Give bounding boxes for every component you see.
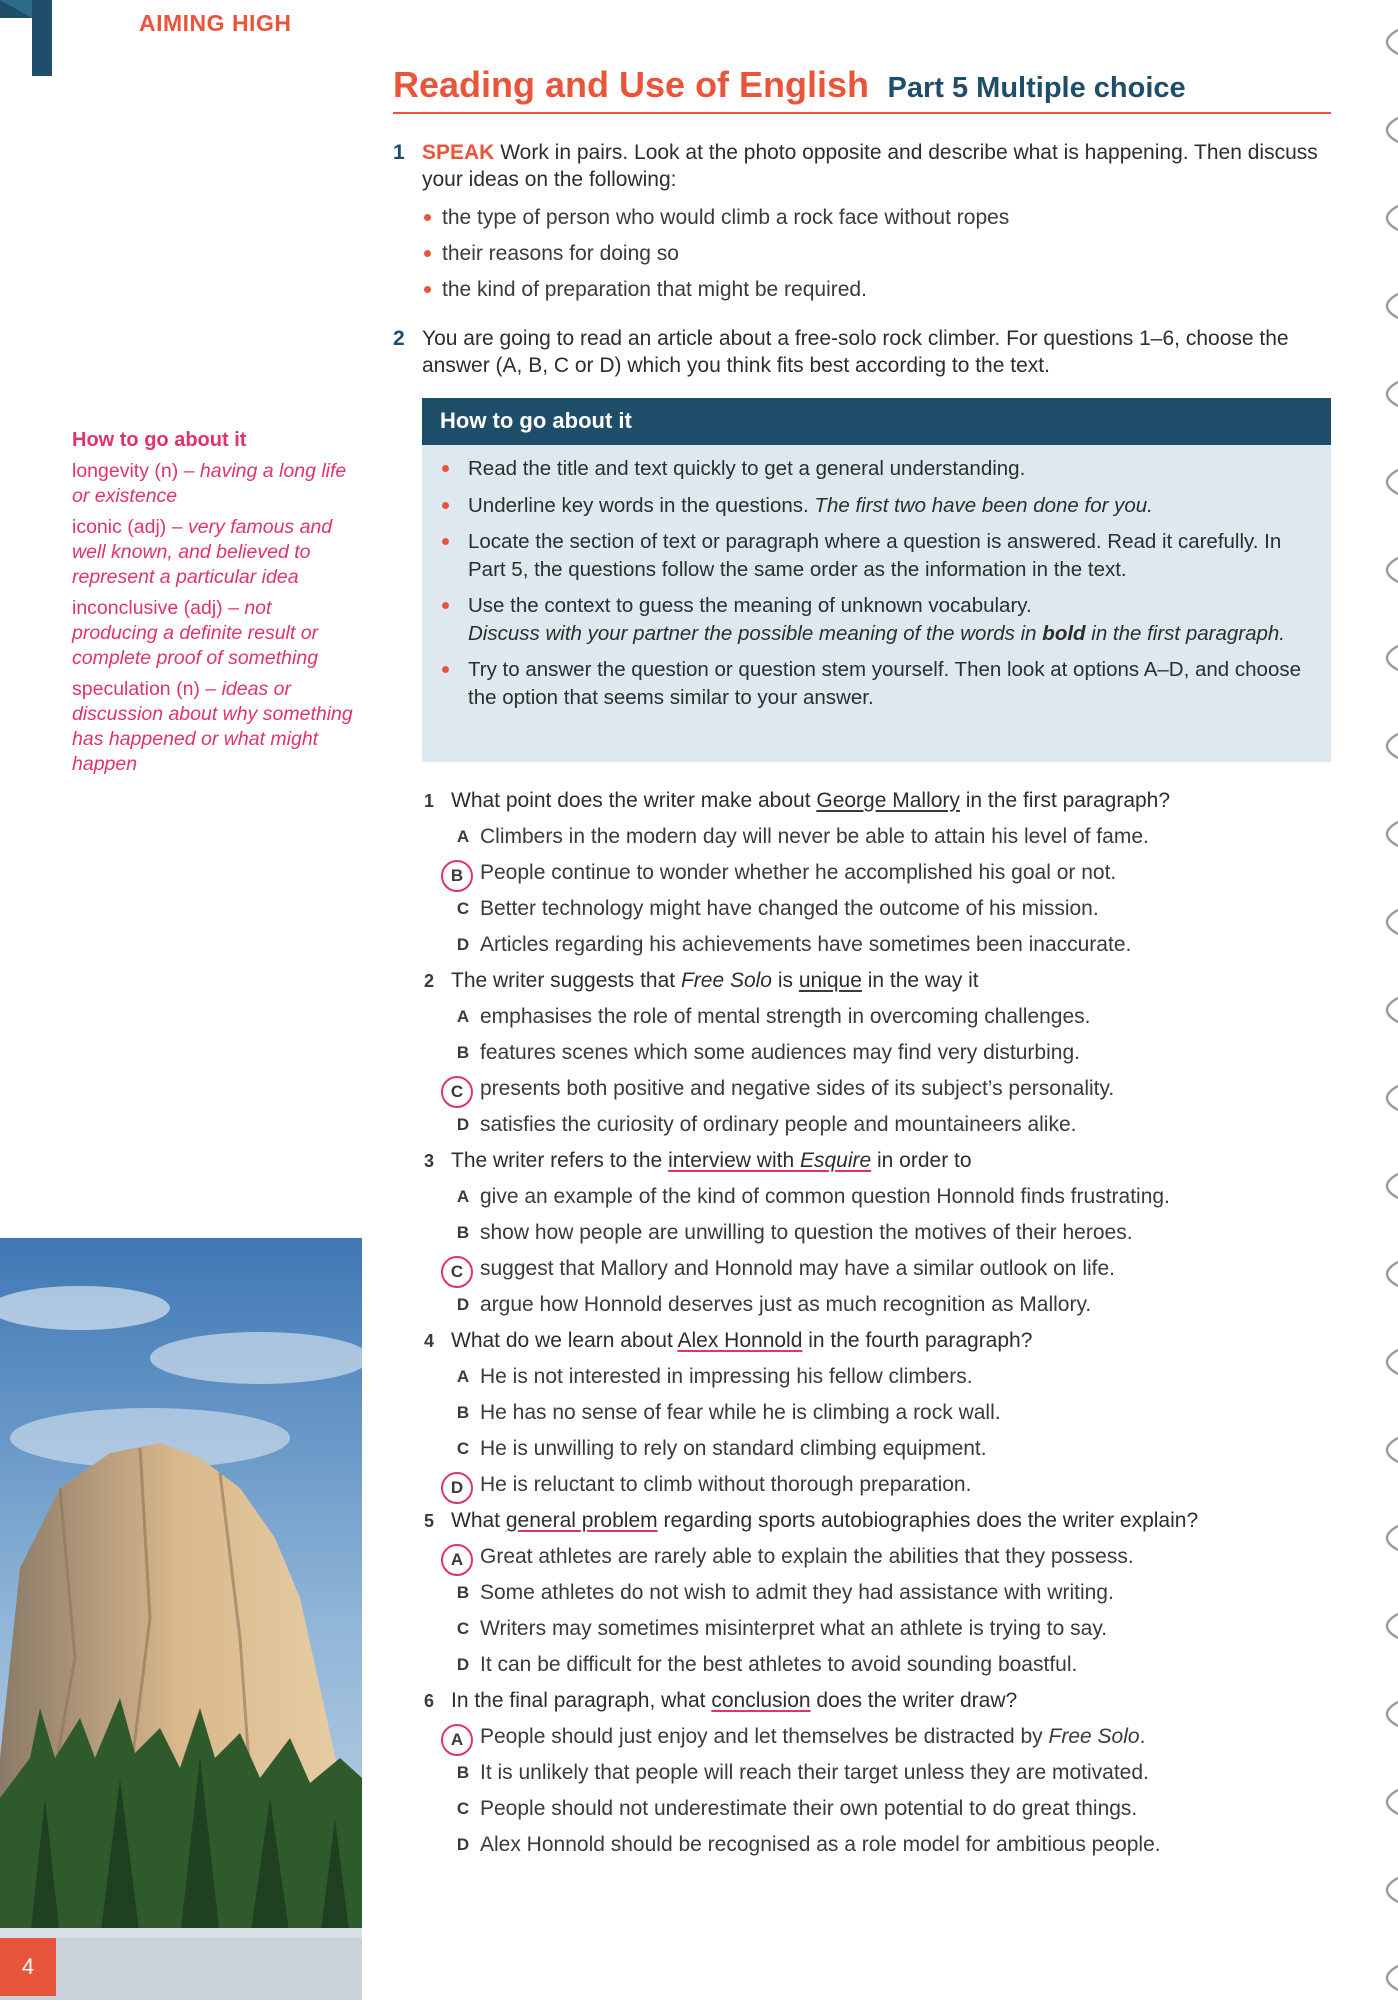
option-text: give an example of the kind of common question Honnold finds frustrating. [480, 1185, 1170, 1208]
answer-option-selected[interactable] [420, 1074, 1340, 1110]
option-text: Great athletes are rarely able to explain the abilities that they possess. [480, 1545, 1134, 1568]
option-letter: B [456, 1043, 470, 1062]
answer-option[interactable] [420, 822, 1340, 858]
glossary-sidebar [72, 428, 362, 783]
option-letter-circled: C [441, 1256, 473, 1288]
option-letter: C [456, 1439, 470, 1458]
answer-option[interactable] [420, 1398, 1340, 1434]
page-title-main: Reading and Use of English [393, 64, 870, 105]
answer-option[interactable] [420, 1794, 1340, 1830]
option-text: It is unlikely that people will reach their target unless they are motivated. [480, 1761, 1149, 1784]
page-title [393, 64, 1331, 114]
tip-item: Locate the section of text or paragraph where a question is answered. Read it carefully. In Part 5, the questions follow the same order as the information in the text. [440, 528, 1313, 583]
tip-text: Underline key words in the questions. [468, 493, 809, 517]
option-letter-circled: A [441, 1724, 473, 1756]
exercise-1 [393, 139, 1333, 312]
option-letter: B [456, 1583, 470, 1602]
stem-text: in the first paragraph? [959, 789, 1171, 812]
question-stem [420, 1326, 1340, 1362]
discussion-bullets [422, 204, 1333, 303]
option-text: Climbers in the modern day will never be able to attain his level of fame. [480, 825, 1149, 848]
tip-item: Try to answer the question or question stem yourself. Then look at options A–D, and choose the option that seems similar to your answer. [440, 656, 1313, 711]
option-text: presents both positive and negative sides of its subject’s personality. [480, 1077, 1115, 1100]
glossary-entry [72, 459, 362, 509]
answer-option-selected[interactable] [420, 1722, 1340, 1758]
stem-text: What do we learn about [451, 1329, 678, 1352]
answer-option-selected[interactable] [420, 1254, 1340, 1290]
option-letter: A [456, 1187, 470, 1206]
option-text: He has no sense of fear while he is climbing a rock wall. [480, 1401, 1001, 1424]
stem-text: in the fourth paragraph? [802, 1329, 1033, 1352]
answer-option[interactable] [420, 1182, 1340, 1218]
option-letter: D [456, 1115, 470, 1134]
questions-list [420, 786, 1340, 1866]
question-stem [420, 1506, 1340, 1542]
option-letter-circled: A [441, 1544, 473, 1576]
option-text: argue how Honnold deserves just as much recognition as Mallory. [480, 1293, 1092, 1316]
unit-number-mark [0, 0, 52, 76]
tip-item-note [440, 620, 1313, 648]
glossary-definition: – having a long life or existence [72, 460, 347, 507]
glossary-term: speculation (n) [72, 678, 200, 700]
option-letter: C [456, 1799, 470, 1818]
option-letter: A [456, 827, 470, 846]
stem-text: In the final paragraph, what [451, 1689, 712, 1712]
answer-option[interactable] [420, 1650, 1340, 1686]
question-stem [420, 1146, 1340, 1182]
option-text: Writers may sometimes misinterpret what an athlete is trying to say. [480, 1617, 1108, 1640]
underlined-keyword: interview with [668, 1149, 800, 1172]
tip-text: in the first paragraph. [1091, 621, 1285, 645]
glossary-entry [72, 677, 362, 777]
answer-option[interactable] [420, 1830, 1340, 1866]
answer-option[interactable] [420, 1434, 1340, 1470]
tip-note: The first two have been done for you. [814, 493, 1153, 517]
question-number: 3 [424, 1151, 435, 1171]
el-capitan-photo [0, 1238, 362, 2000]
glossary-entry [72, 596, 362, 671]
speak-label: SPEAK [422, 141, 495, 164]
option-text: Better technology might have changed the outcome of his mission. [480, 897, 1099, 920]
question-number: 6 [424, 1691, 435, 1711]
glossary-entry [72, 515, 362, 590]
stem-text: does the writer draw? [810, 1689, 1018, 1712]
bullet-item: their reasons for doing so [422, 240, 1333, 267]
option-text: Articles regarding his achievements have sometimes been inaccurate. [480, 933, 1132, 956]
answer-option-selected[interactable] [420, 858, 1340, 894]
answer-option[interactable] [420, 1218, 1340, 1254]
option-letter-circled: D [441, 1472, 473, 1504]
glossary-definition: – very famous and well known, and believed to represent a particular idea [72, 516, 333, 588]
page-title-sub: Part 5 Multiple choice [887, 72, 1186, 104]
option-letter: A [456, 1007, 470, 1026]
answer-option[interactable] [420, 1758, 1340, 1794]
glossary-term: longevity (n) [72, 460, 179, 482]
stem-text: is [771, 969, 799, 992]
spiral-binding [1370, 0, 1398, 2000]
answer-option[interactable] [420, 1038, 1340, 1074]
page-number: 4 [0, 1938, 56, 1996]
option-text: Some athletes do not wish to admit they had assistance with writing. [480, 1581, 1114, 1604]
option-letter-circled: B [441, 860, 473, 892]
underlined-keyword: general problem [505, 1509, 658, 1532]
glossary-term: inconclusive (adj) [72, 597, 223, 619]
answer-option[interactable] [420, 894, 1340, 930]
exercise-number: 1 [393, 141, 405, 164]
option-letter: B [456, 1403, 470, 1422]
option-letter: C [456, 899, 470, 918]
glossary-definition: – ideas or discussion about why something has happened or what might happen [72, 678, 353, 775]
stem-text: regarding sports autobiographies does the writer explain? [657, 1509, 1199, 1532]
option-letter: D [456, 1835, 470, 1854]
underlined-keyword: Esquire [799, 1149, 872, 1172]
bullet-item: the type of person who would climb a rock face without ropes [422, 204, 1333, 231]
stem-text: The writer refers to the [451, 1149, 669, 1172]
option-letter: D [456, 935, 470, 954]
glossary-title: How to go about it [72, 429, 247, 451]
option-text: People should just enjoy and let themselves be distracted by [480, 1725, 1049, 1748]
bullet-item: the kind of preparation that might be required. [422, 276, 1333, 303]
tips-title: How to go about it [422, 398, 1331, 445]
answer-option[interactable] [420, 1578, 1340, 1614]
stem-text: in the way it [861, 969, 979, 992]
question-number: 5 [424, 1511, 435, 1531]
tip-text: Discuss with your partner the possible meaning of the words in [468, 621, 1037, 645]
underlined-keyword: George Mallory [816, 789, 960, 812]
glossary-term: iconic (adj) [72, 516, 167, 538]
option-letter: C [456, 1619, 470, 1638]
option-text: satisfies the curiosity of ordinary people and mountaineers alike. [480, 1113, 1077, 1136]
stem-text: in order to [871, 1149, 972, 1172]
question-number: 4 [424, 1331, 435, 1351]
underlined-keyword: Alex Honnold [677, 1329, 803, 1352]
answer-option[interactable] [420, 1614, 1340, 1650]
answer-option[interactable] [420, 1110, 1340, 1146]
option-text: It can be difficult for the best athletes to avoid sounding boastful. [480, 1653, 1078, 1676]
tip-item [440, 492, 1313, 520]
option-letter: B [456, 1763, 470, 1782]
exercise-2 [393, 325, 1333, 379]
option-text: He is reluctant to climb without thorough preparation. [480, 1473, 972, 1496]
exercise-1-instruction [422, 139, 1333, 193]
how-to-go-about-it-box [422, 398, 1331, 762]
option-letter: D [456, 1295, 470, 1314]
answer-option-selected[interactable] [420, 1470, 1340, 1506]
answer-option[interactable] [420, 1362, 1340, 1398]
underlined-keyword: unique [798, 969, 862, 992]
option-text-italic: Free Solo [1048, 1725, 1140, 1748]
question-stem [420, 966, 1340, 1002]
option-letter: B [456, 1223, 470, 1242]
answer-option[interactable] [420, 1290, 1340, 1326]
instruction-text: Work in pairs. Look at the photo opposite and describe what is happening. Then discuss your ideas on the following: [422, 141, 1318, 191]
stem-italic: Free Solo [680, 969, 772, 992]
option-letter-circled: C [441, 1076, 473, 1108]
answer-option[interactable] [420, 1002, 1340, 1038]
option-text: emphasises the role of mental strength in overcoming challenges. [480, 1005, 1091, 1028]
option-text: features scenes which some audiences may find very disturbing. [480, 1041, 1080, 1064]
option-text: People continue to wonder whether he accomplished his goal or not. [480, 861, 1117, 884]
stem-text: What point does the writer make about [451, 789, 817, 812]
stem-text: The writer suggests that [451, 969, 681, 992]
option-text: He is not interested in impressing his fellow climbers. [480, 1365, 973, 1388]
option-text: show how people are unwilling to question the motives of their heroes. [480, 1221, 1133, 1244]
option-text: suggest that Mallory and Honnold may have a similar outlook on life. [480, 1257, 1116, 1280]
option-text: People should not underestimate their own potential to do great things. [480, 1797, 1138, 1820]
question-number: 1 [424, 791, 435, 811]
answer-option-selected[interactable] [420, 1542, 1340, 1578]
option-text: Alex Honnold should be recognised as a role model for ambitious people. [480, 1833, 1161, 1856]
option-letter: A [456, 1367, 470, 1386]
tip-item: Read the title and text quickly to get a general understanding. [440, 455, 1313, 483]
stem-text: What [451, 1509, 506, 1532]
exercise-2-instruction: You are going to read an article about a free-solo rock climber. For questions 1–6, choose the answer (A, B, C or D) which you think fits best according to the text. [422, 327, 1289, 377]
answer-option[interactable] [420, 930, 1340, 966]
tip-item: Use the context to guess the meaning of unknown vocabulary. [440, 592, 1313, 620]
underlined-keyword: conclusion [711, 1689, 811, 1712]
question-stem [420, 1686, 1340, 1722]
glossary-definition: – not producing a definite result or complete proof of something [72, 597, 319, 669]
option-letter: D [456, 1655, 470, 1674]
question-stem [420, 786, 1340, 822]
question-number: 2 [424, 971, 435, 991]
tip-bold-word: bold [1042, 621, 1086, 645]
option-text: . [1139, 1725, 1146, 1748]
section-label: AIMING HIGH [139, 10, 292, 36]
tips-list [422, 445, 1331, 711]
option-text: He is unwilling to rely on standard climbing equipment. [480, 1437, 987, 1460]
exercise-number: 2 [393, 327, 405, 350]
